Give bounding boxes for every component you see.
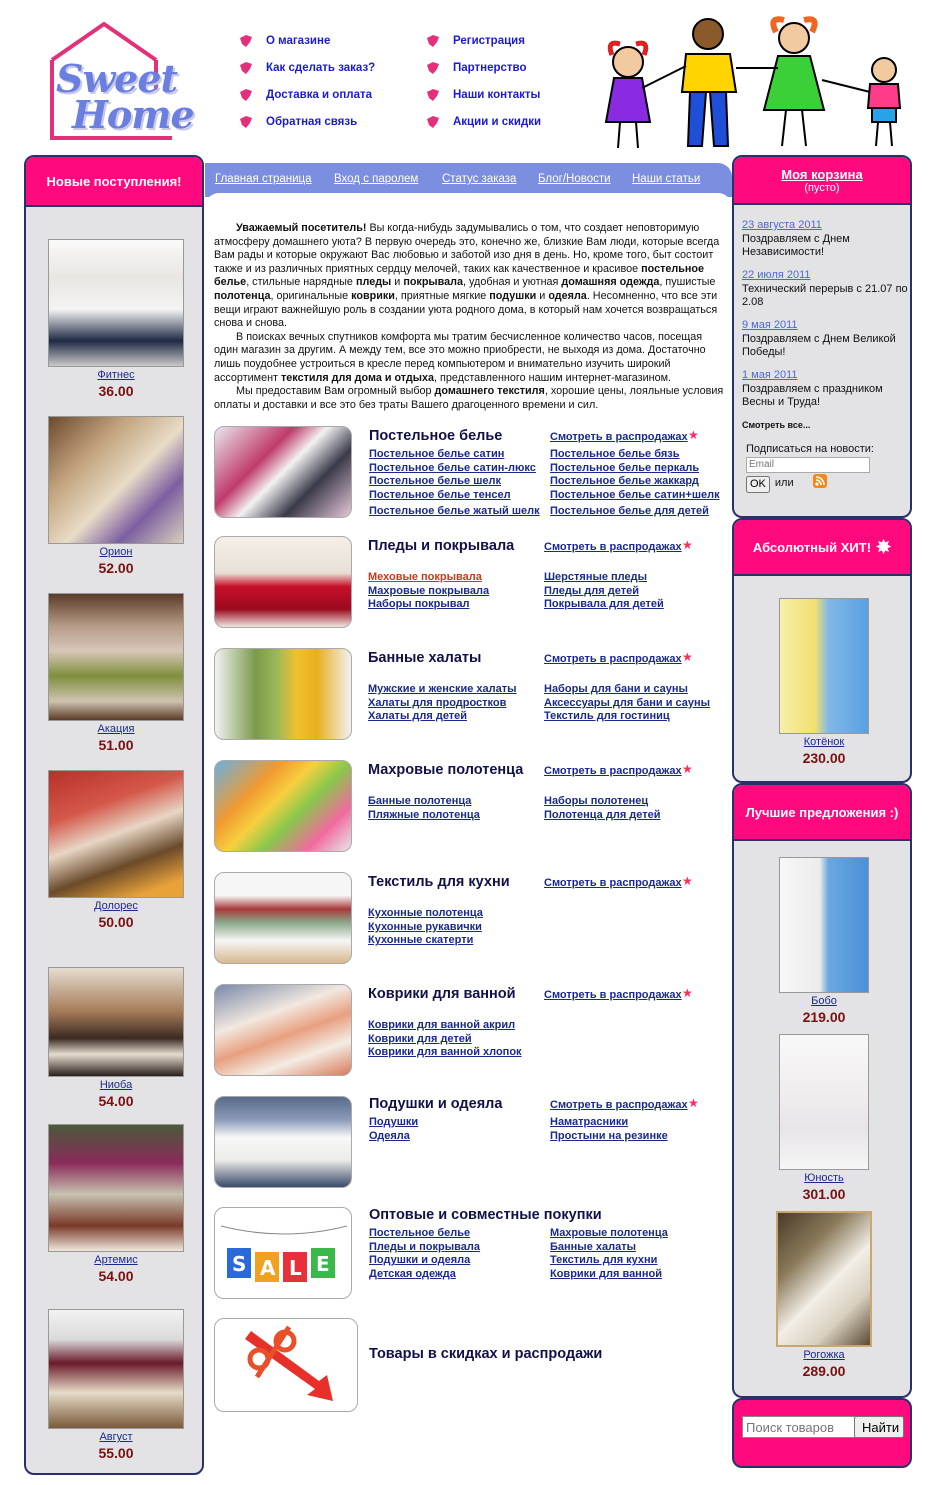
- news-item: [742, 269, 910, 310]
- intro-text-run: и: [391, 276, 404, 289]
- intro-bold-text: полотенца: [214, 289, 271, 302]
- star-icon: ★: [682, 874, 693, 888]
- star-icon: ★: [688, 1096, 699, 1110]
- subcategory-link[interactable]: Наборы покрывал: [368, 598, 470, 611]
- product-card[interactable]: [26, 1309, 204, 1461]
- top-nav-label: О магазине: [266, 34, 331, 47]
- top-nav-delivery[interactable]: [238, 81, 375, 108]
- product-photo-akatsiya[interactable]: [48, 593, 184, 721]
- search-button[interactable]: Найти: [854, 1416, 904, 1438]
- new-arrivals-sidebar: [24, 155, 204, 1475]
- subcategory-list-left: [368, 683, 517, 724]
- subcategory-link[interactable]: Постельное белье жатый шелк: [369, 504, 540, 517]
- product-card[interactable]: [26, 770, 204, 930]
- intro-text-run: , приятные мягкие: [394, 289, 490, 302]
- star-icon: ★: [682, 538, 693, 552]
- nav-articles[interactable]: Наши статьи: [632, 173, 701, 185]
- intro-text-run: , пушистые: [659, 276, 716, 289]
- news-date[interactable]: 9 мая 2011: [742, 319, 798, 331]
- pink-hand-icon: [425, 115, 441, 129]
- subcategory-link[interactable]: Постельное белье для детей: [550, 504, 709, 517]
- product-photo-avgust[interactable]: [48, 1309, 184, 1429]
- news-item: [742, 369, 910, 410]
- top-nav-about[interactable]: [238, 27, 375, 54]
- intro-bold-text: текстиля для дома и отдыха: [281, 371, 435, 384]
- sale-letter: A: [260, 1256, 276, 1280]
- top-nav-label: Обратная связь: [266, 115, 358, 128]
- product-photo-nioba[interactable]: [48, 967, 184, 1077]
- subcategory-link[interactable]: Постельное белье: [369, 1227, 471, 1239]
- product-card[interactable]: [26, 1124, 204, 1284]
- intro-text-run: В поисках вечных спутников комфорта мы тратим бесчисленное количество часов, посещая один магазин за другим. А между тем, все это можно приобрести, не выходя из дома. Достаточно лишь поудобнее устроиться в кресле перед компьютером и внимательно изучить широкий ассортимент: [214, 330, 706, 384]
- sale-link[interactable]: Смотреть в распродажах: [544, 653, 682, 665]
- sale-link[interactable]: Смотреть в распродажах: [550, 431, 688, 443]
- subcategory-link[interactable]: Наматрасники: [550, 1116, 629, 1128]
- product-card[interactable]: [26, 593, 204, 753]
- pink-hand-icon: [425, 34, 441, 48]
- product-price: 50.00: [98, 914, 134, 930]
- subcategory-link[interactable]: Банные халаты: [550, 1240, 637, 1253]
- subcategory-list-left: [368, 1019, 522, 1060]
- subcategory-link[interactable]: Постельное белье жаккард: [550, 475, 699, 488]
- nav-home[interactable]: Главная страница: [215, 173, 312, 185]
- search-input[interactable]: [742, 1416, 858, 1438]
- subcategory-link[interactable]: Одеяла: [369, 1129, 410, 1142]
- subcategory-list-left: [368, 907, 483, 948]
- top-nav-contacts[interactable]: [425, 81, 541, 108]
- logo-word-home: Home: [72, 92, 194, 137]
- subcategory-link[interactable]: Банные полотенца: [368, 795, 472, 807]
- product-card[interactable]: [734, 1211, 912, 1379]
- cart-title[interactable]: Моя корзина: [781, 166, 863, 182]
- subcategory-link[interactable]: Пляжные полотенца: [368, 808, 480, 821]
- category-title[interactable]: Махровые полотенца: [368, 762, 524, 778]
- top-nav-promotions[interactable]: [425, 108, 541, 135]
- category-title[interactable]: Оптовые и совместные покупки: [369, 1207, 602, 1223]
- subcategory-link[interactable]: Постельное белье сатин-люкс: [369, 461, 536, 474]
- category-photo-sale[interactable]: [214, 1207, 352, 1299]
- intro-text-run: Мы предоставим Вам огромный выбор: [236, 385, 435, 398]
- product-photo-dolores[interactable]: [48, 770, 184, 898]
- subcategory-link[interactable]: Наборы полотенец: [544, 795, 649, 807]
- product-price: 52.00: [98, 560, 134, 576]
- intro-text-run: Вы когда-нибудь задумывались о том, что создает неповторимую атмосферу домашнего уюта? В первую очередь это, конечно же, близкие Вам люди, которые всегда Вам рады и которые окружают Вас любовью и заботой изо дня в день. Но, кроме того, быт состоит также и из различных приятных сердцу мелочей, таких как качественное и красивое: [214, 222, 720, 275]
- subcategory-list-left: [368, 795, 480, 822]
- subcategory-link[interactable]: Кухонные скатерти: [368, 934, 474, 947]
- subcategory-link[interactable]: Махровые покрывала: [368, 584, 490, 597]
- subcategory-link[interactable]: Постельное белье перкаль: [550, 461, 700, 474]
- pink-hand-icon: [238, 34, 254, 48]
- category-photo[interactable]: [214, 760, 352, 852]
- intro-paragraph: [214, 222, 724, 331]
- cart-header[interactable]: [734, 157, 910, 205]
- subcategory-link[interactable]: Постельное белье сатин: [369, 448, 505, 460]
- intro-bold-text: пледы: [355, 276, 392, 289]
- pink-hand-icon: [425, 88, 441, 102]
- subcategory-list-right: [550, 448, 720, 519]
- top-nav-how-to-order[interactable]: [238, 54, 375, 81]
- product-price: 54.00: [98, 1268, 134, 1284]
- percent-arrow-icon: [215, 1319, 358, 1412]
- sale-tags-icon: [215, 1208, 352, 1299]
- subcategory-link[interactable]: Аксессуары для бани и сауны: [544, 696, 711, 709]
- site-logo[interactable]: [44, 20, 194, 145]
- intro-bold-text: коврики: [351, 289, 395, 302]
- rss-icon[interactable]: [813, 474, 827, 488]
- product-name[interactable]: Рогожка: [803, 1349, 845, 1361]
- product-name[interactable]: Долорес: [94, 900, 138, 912]
- news-date[interactable]: 22 июля 2011: [742, 269, 811, 281]
- intro-text-run: , оригинальные: [270, 289, 352, 302]
- product-price: 219.00: [802, 1009, 846, 1025]
- subcategory-link[interactable]: Постельное белье сатин+шелк: [550, 489, 720, 502]
- subcategory-link[interactable]: Полотенца для детей: [544, 808, 661, 821]
- subcategory-link[interactable]: Пледы для детей: [544, 584, 639, 597]
- search-box: [732, 1398, 912, 1468]
- intro-text-run: . Несомненно, что все эти вещи играют важнейшую роль в создании уюта родного дома, в который нам хочется возвращаться снова и снова.: [214, 289, 718, 330]
- subcategory-link[interactable]: Халаты для продростков: [368, 696, 507, 709]
- category-title[interactable]: Текстиль для кухни: [368, 874, 510, 890]
- subcategory-list-right: [550, 1227, 668, 1282]
- cart-status: (пусто): [804, 181, 840, 194]
- intro-text-run: , представленного нашим интернет-магазином.: [434, 371, 672, 384]
- product-price: 301.00: [802, 1186, 846, 1202]
- kids-illustration: [598, 10, 913, 155]
- subcategory-list-left: [368, 571, 489, 612]
- subcategory-list-right: [544, 795, 661, 822]
- category-title[interactable]: Банные халаты: [368, 650, 482, 666]
- best-offers-box: [732, 783, 912, 1398]
- product-card[interactable]: [734, 857, 912, 1025]
- top-nav-label: Наши контакты: [453, 88, 541, 101]
- category-photo[interactable]: [214, 872, 352, 964]
- subcategory-list-right: [544, 571, 664, 612]
- product-price: 36.00: [98, 383, 134, 399]
- sale-link[interactable]: Смотреть в распродажах: [544, 989, 682, 1001]
- top-nav-partnership[interactable]: [425, 54, 541, 81]
- subscribe-form: [746, 443, 874, 493]
- subcategory-link[interactable]: Коврики для ванной акрил: [368, 1019, 516, 1031]
- category-photo[interactable]: [214, 648, 352, 740]
- discount-photo[interactable]: [214, 1318, 358, 1412]
- top-nav-right: [425, 27, 541, 135]
- subscribe-or-text: или: [774, 477, 794, 490]
- subcategory-link[interactable]: Простыни на резинке: [550, 1129, 668, 1142]
- sale-letter: E: [316, 1252, 330, 1276]
- product-name[interactable]: Орион: [99, 546, 133, 558]
- top-nav-label: Доставка и оплата: [266, 88, 373, 101]
- subcategory-link[interactable]: Подушки: [369, 1116, 419, 1128]
- news-item: [742, 219, 910, 260]
- intro-paragraph: [214, 385, 724, 412]
- product-name[interactable]: Акация: [97, 723, 135, 735]
- top-nav-label: Как сделать заказ?: [266, 61, 376, 74]
- sale-link[interactable]: Смотреть в распродажах: [544, 877, 682, 889]
- subcategory-link[interactable]: Текстиль для кухни: [550, 1254, 658, 1267]
- intro-bold-text: одеяла: [548, 289, 587, 302]
- top-nav-left: [238, 27, 375, 135]
- nav-bottom-curve: [205, 193, 732, 207]
- intro-text-run: , удобная и уютная: [463, 276, 562, 289]
- product-photo-yunost[interactable]: [779, 1034, 869, 1170]
- category-photo[interactable]: [214, 426, 352, 518]
- logo-word-sweet: Sweet: [56, 56, 178, 101]
- product-name[interactable]: Котёнок: [803, 736, 845, 748]
- discounts-title[interactable]: Товары в скидках и распродажи: [369, 1346, 603, 1362]
- product-price: 54.00: [98, 1093, 134, 1109]
- subcategory-link[interactable]: Кухонные рукавички: [368, 920, 482, 933]
- news-date[interactable]: 23 августа 2011: [742, 219, 822, 231]
- subscribe-ok-button[interactable]: OK: [746, 476, 770, 493]
- product-photo-kotenok[interactable]: [779, 598, 869, 734]
- product-photo-bobo[interactable]: [779, 857, 869, 993]
- news-text: Поздравляем с праздником Весны и Труда!: [742, 382, 883, 409]
- star-icon: ★: [682, 986, 693, 1000]
- subcategory-link[interactable]: Постельное белье шелк: [369, 475, 502, 488]
- product-name[interactable]: Фитнес: [97, 369, 135, 381]
- product-price: 55.00: [98, 1445, 134, 1461]
- subcategory-link[interactable]: Постельное белье бязь: [550, 448, 680, 460]
- category-title[interactable]: Постельное белье: [369, 428, 503, 444]
- nav-order-status[interactable]: Статус заказа: [442, 173, 517, 185]
- news-date[interactable]: 1 мая 2011: [742, 369, 798, 381]
- pink-hand-icon: [238, 88, 254, 102]
- pink-hand-icon: [425, 61, 441, 75]
- main-nav: [205, 163, 732, 197]
- product-card[interactable]: [26, 239, 204, 399]
- sale-letter: L: [289, 1256, 302, 1280]
- subcategory-link[interactable]: Коврики для ванной: [550, 1268, 662, 1281]
- subcategory-link[interactable]: Текстиль для гостиниц: [544, 710, 670, 723]
- star-icon: ★: [688, 428, 699, 442]
- top-nav-label: Акции и скидки: [453, 115, 542, 128]
- sale-letter: S: [232, 1252, 247, 1276]
- product-card[interactable]: [734, 598, 912, 766]
- subcategory-link[interactable]: Махровые полотенца: [550, 1227, 668, 1239]
- subcategory-link[interactable]: Пледы и покрывала: [369, 1240, 480, 1253]
- subcategory-link[interactable]: Наборы для бани и сауны: [544, 683, 688, 695]
- top-nav-label: Партнерство: [453, 61, 527, 74]
- product-name[interactable]: Август: [99, 1431, 133, 1443]
- intro-bold-text: постельное белье: [214, 262, 704, 289]
- subcategory-link-active[interactable]: Меховые покрывала: [368, 571, 482, 583]
- subcategory-list-left: [369, 1116, 418, 1143]
- sale-link[interactable]: Смотреть в распродажах: [544, 541, 682, 553]
- product-photo-artemis[interactable]: [48, 1124, 184, 1252]
- category-photo[interactable]: [214, 1096, 352, 1188]
- product-name[interactable]: Юность: [804, 1172, 844, 1184]
- subcategory-list-right: [550, 1116, 668, 1143]
- category-photo[interactable]: [214, 984, 352, 1076]
- subcategory-link[interactable]: Детская одежда: [369, 1268, 456, 1281]
- intro-text-run: , стильные нарядные: [246, 276, 356, 289]
- subcategory-link[interactable]: Мужские и женские халаты: [368, 683, 517, 695]
- product-price: 51.00: [98, 737, 134, 753]
- news-text: Технический перерыв с 21.07 по 2.08: [742, 282, 908, 309]
- news-item: [742, 319, 910, 360]
- subcategory-link[interactable]: Коврики для ванной хлопок: [368, 1046, 522, 1059]
- product-price: 230.00: [802, 750, 846, 766]
- intro-text-run: и: [536, 289, 549, 302]
- intro-bold-text: подушки: [489, 289, 537, 302]
- intro-bold-text: покрывала: [403, 276, 464, 289]
- sale-link[interactable]: Смотреть в распродажах: [544, 765, 682, 777]
- product-photo-orion[interactable]: [48, 416, 184, 544]
- sale-link[interactable]: Смотреть в распродажах: [550, 1099, 688, 1111]
- email-field[interactable]: [746, 457, 870, 473]
- top-nav-registration[interactable]: [425, 27, 541, 54]
- subcategory-link[interactable]: Шерстяные пледы: [544, 571, 648, 583]
- star-icon: ★: [682, 650, 693, 664]
- product-photo-rogozhka[interactable]: [776, 1211, 872, 1347]
- hit-header: [734, 520, 910, 576]
- hit-title: Абсолютный ХИТ!: [752, 539, 872, 555]
- category-title[interactable]: Подушки и одеяла: [369, 1096, 503, 1112]
- subcategory-list-left: [369, 448, 540, 519]
- nav-login[interactable]: Вход с паролем: [334, 173, 419, 185]
- pink-hand-icon: [238, 61, 254, 75]
- product-name[interactable]: Артемис: [94, 1254, 138, 1266]
- product-card[interactable]: [26, 416, 204, 576]
- top-nav-feedback[interactable]: [238, 108, 375, 135]
- new-arrivals-title: Новые поступления!: [26, 157, 202, 207]
- bestseller-box: [732, 518, 912, 783]
- nav-blog[interactable]: Блог/Новости: [538, 173, 611, 185]
- product-photo-fitness[interactable]: [48, 239, 184, 367]
- subcategory-link[interactable]: Кухонные полотенца: [368, 907, 483, 919]
- burst-star-icon: ✸: [876, 536, 892, 557]
- category-title[interactable]: Пледы и покрывала: [368, 538, 515, 554]
- product-name[interactable]: Бобо: [811, 995, 837, 1007]
- subcategory-list-left: [369, 1227, 480, 1282]
- news-text: Поздравляем с Днем Великой Победы!: [742, 332, 896, 359]
- intro-text: [214, 222, 724, 412]
- product-card[interactable]: [26, 967, 204, 1109]
- subcategory-link[interactable]: Подушки и одеяла: [369, 1254, 471, 1267]
- subcategory-list-right: [544, 683, 710, 724]
- product-name[interactable]: Ниоба: [99, 1079, 133, 1091]
- news-text: Поздравляем с Днем Независимости!: [742, 232, 850, 259]
- category-photo[interactable]: [214, 536, 352, 628]
- intro-text-run: , хорошие цены, лояльные условия оплаты и доставки и все это без траты Вашего драгоценного времени и сил.: [214, 385, 724, 411]
- subcategory-link[interactable]: Халаты для детей: [368, 710, 468, 723]
- intro-bold-text: домашняя одежда: [561, 276, 660, 289]
- subcategory-link[interactable]: Коврики для детей: [368, 1032, 472, 1045]
- cart-and-news: [732, 155, 912, 518]
- star-icon: ★: [682, 762, 693, 776]
- pink-hand-icon: [238, 115, 254, 129]
- subcategory-link[interactable]: Постельное белье тенсел: [369, 489, 511, 502]
- product-price: 289.00: [802, 1363, 846, 1379]
- best-offers-title: Лучшие предложения :): [734, 785, 910, 841]
- intro-bold-text: домашнего текстиля: [434, 385, 545, 398]
- intro-bold-text: Уважаемый посетитель!: [236, 222, 367, 234]
- subscribe-label: Подписаться на новости:: [746, 443, 874, 455]
- intro-paragraph: [214, 331, 724, 385]
- category-title[interactable]: Коврики для ванной: [368, 986, 516, 1002]
- subcategory-link[interactable]: Покрывала для детей: [544, 598, 664, 611]
- product-card[interactable]: [734, 1034, 912, 1202]
- top-nav-label: Регистрация: [453, 34, 525, 47]
- all-news-link[interactable]: Смотреть все...: [742, 420, 811, 430]
